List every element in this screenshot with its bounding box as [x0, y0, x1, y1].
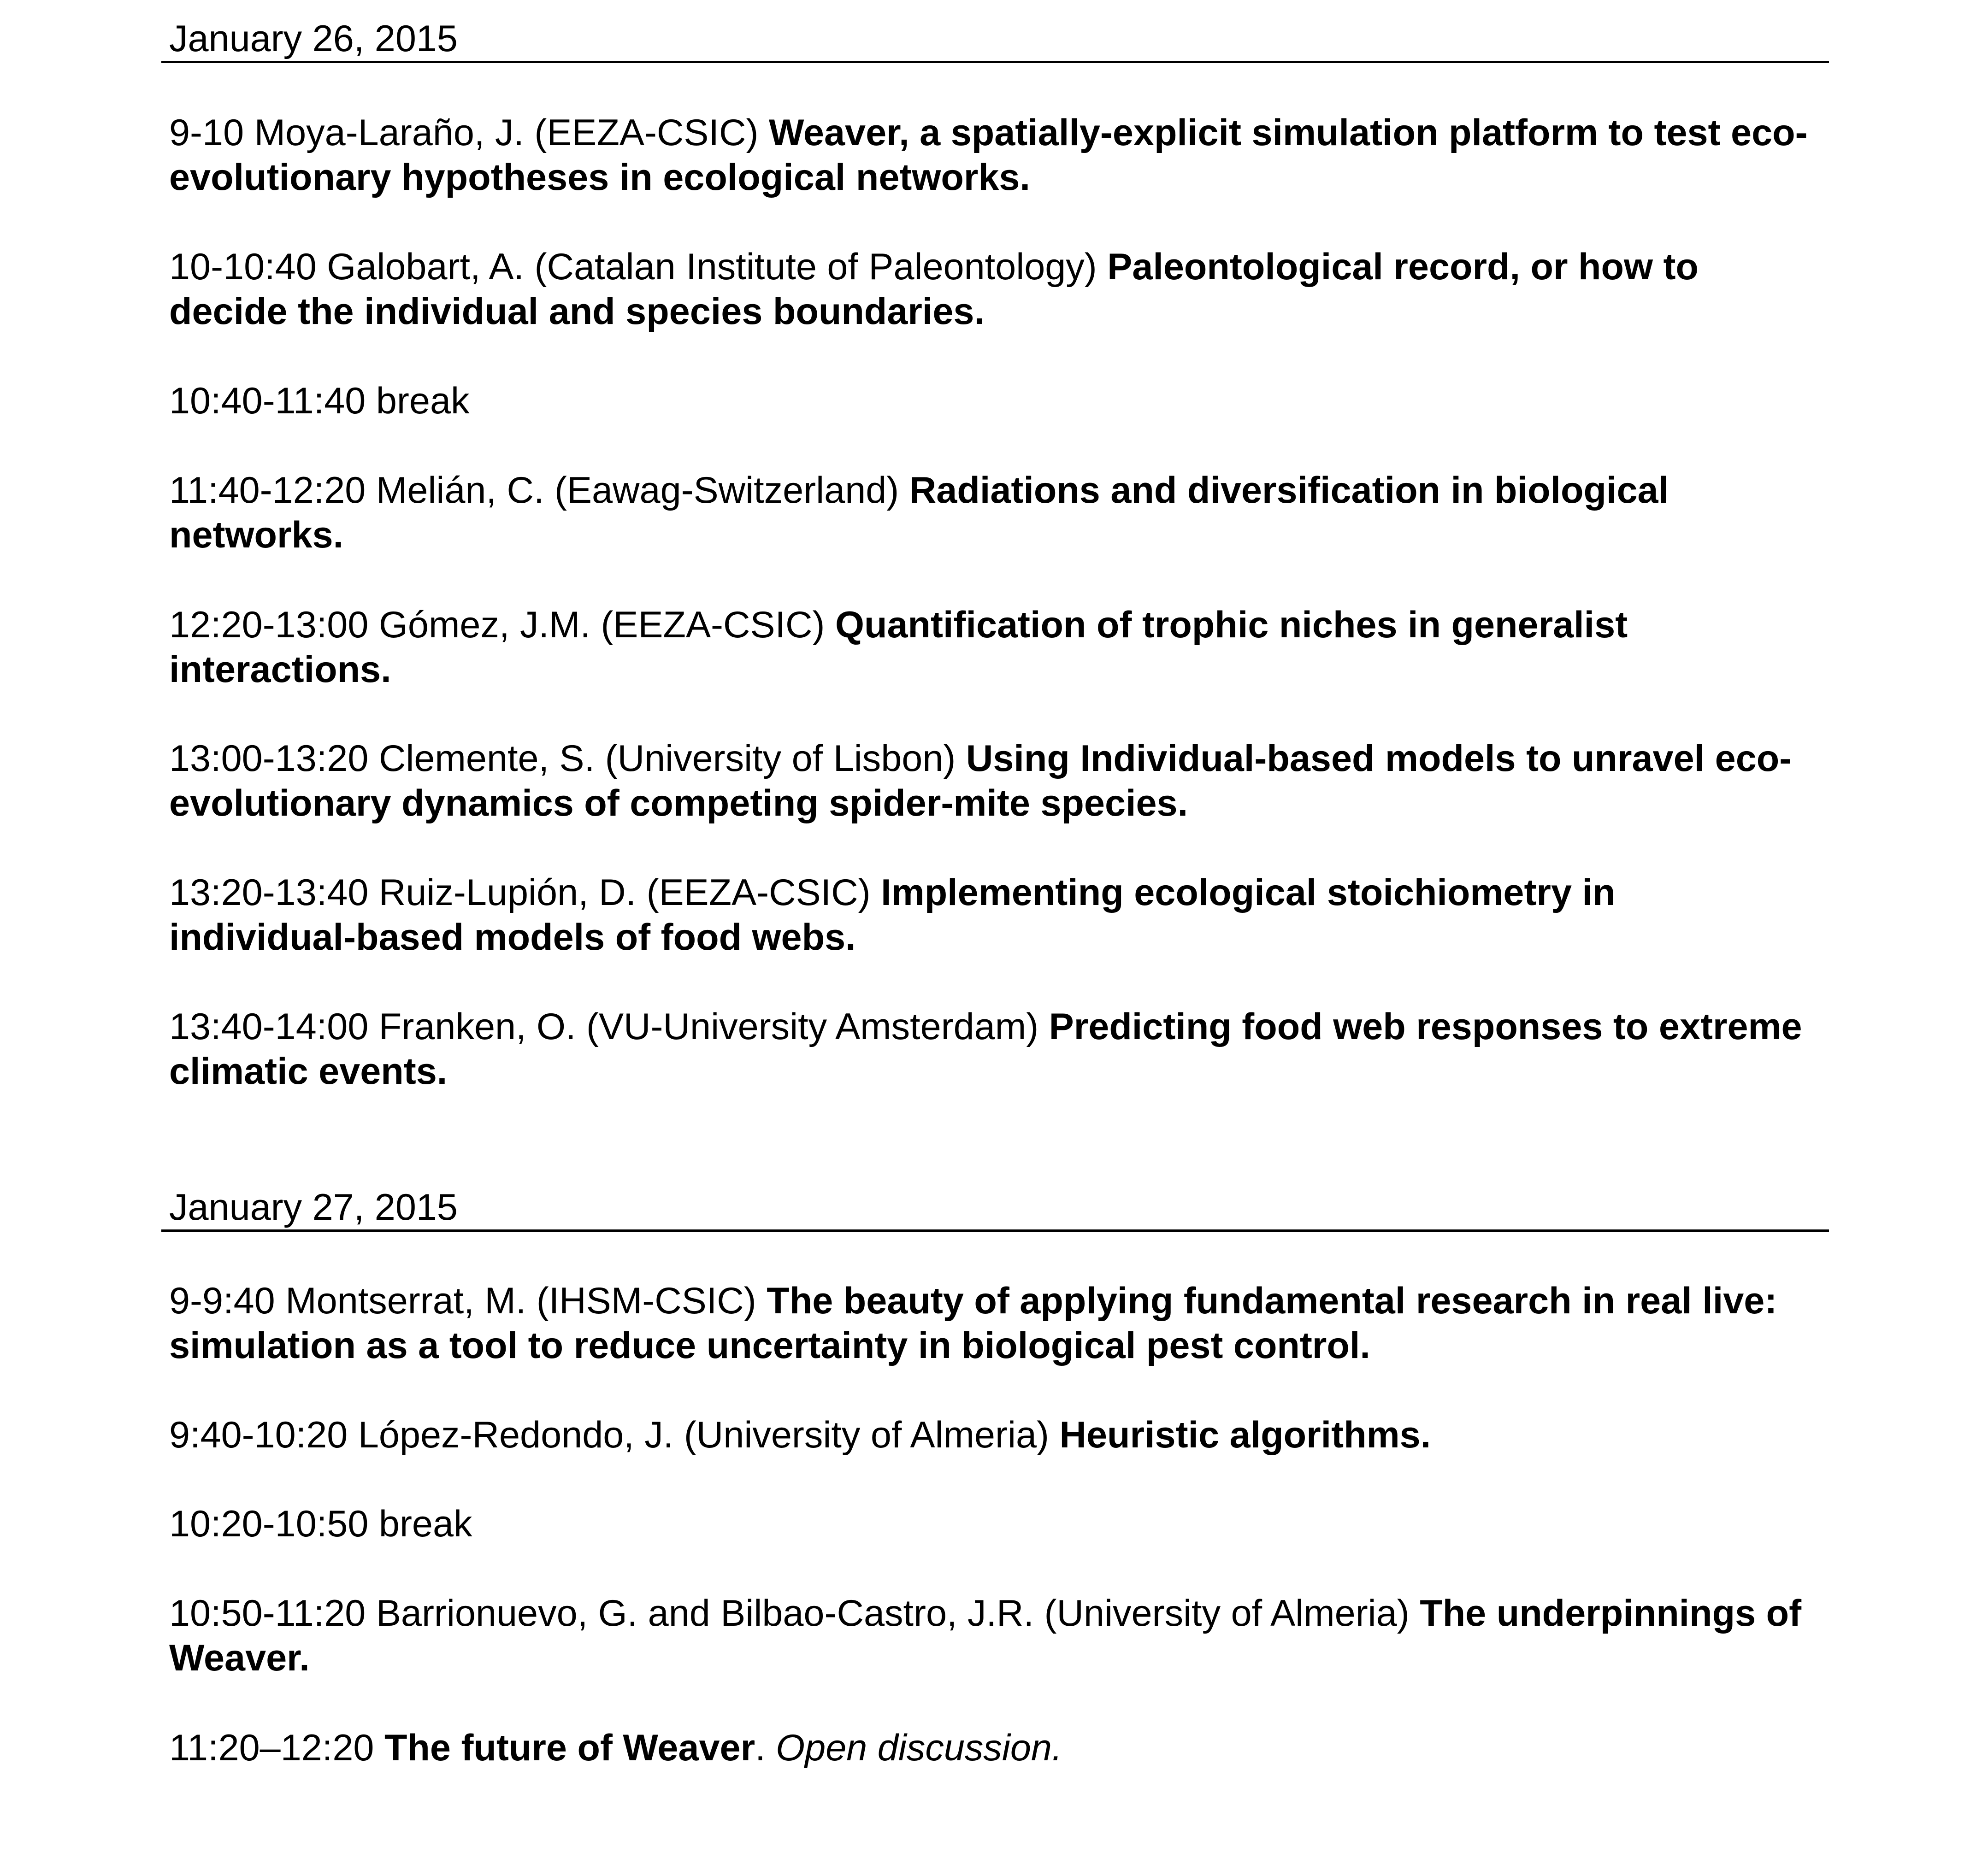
entry-time: 9:40-10:20 — [169, 1414, 348, 1456]
entry-title-suffix: . — [755, 1727, 766, 1769]
entry-speaker: Galobart, A. (Catalan Institute of Paleontology) — [327, 246, 1097, 288]
entry-speaker: Gómez, J.M. (EEZA-CSIC) — [378, 604, 825, 646]
entry-time: 10:40-11:40 — [169, 380, 366, 422]
entry-speaker: Barrionuevo, G. and Bilbao-Castro, J.R. (University of Almeria) — [376, 1593, 1410, 1634]
entry-title: Quantification of trophic niches in generalist interactions. — [169, 604, 1628, 690]
schedule-entry — [169, 379, 1810, 423]
day-date: January 27, 2015 — [169, 1187, 458, 1228]
entry-time: 10:50-11:20 — [169, 1593, 366, 1634]
entry-time: 11:40-12:20 — [169, 470, 366, 511]
day-date: January 26, 2015 — [169, 18, 458, 59]
entry-speaker: Montserrat, M. (IHSM-CSIC) — [285, 1280, 756, 1322]
entry-label: break — [376, 380, 470, 422]
entry-speaker: Moya-Laraño, J. (EEZA-CSIC) — [254, 112, 759, 153]
schedule-entry — [169, 736, 1810, 826]
entry-title: The underpinnings of Weaver. — [169, 1593, 1802, 1679]
entry-title: Using Individual-based models to unravel eco-evolutionary dynamics of competing spider-mite species. — [169, 738, 1792, 824]
entry-label: break — [378, 1503, 472, 1545]
entry-speaker: Clemente, S. (University of Lisbon) — [378, 738, 956, 779]
schedule-entry — [169, 1005, 1810, 1094]
entry-title: Predicting food web responses to extreme climatic events. — [169, 1006, 1802, 1092]
schedule-entry — [169, 245, 1810, 334]
entry-title: Weaver, a spatially-explicit simulation platform to test eco-evolutionary hypotheses in ecological networks. — [169, 112, 1808, 198]
entry-note: Open discussion. — [776, 1727, 1062, 1769]
schedule-entry — [169, 1726, 1810, 1770]
entry-time: 12:20-13:00 — [169, 604, 369, 646]
entry-time: 13:00-13:20 — [169, 738, 369, 779]
entry-time: 13:40-14:00 — [169, 1006, 369, 1047]
entry-title: Implementing ecological stoichiometry in individual-based models of food webs. — [169, 872, 1616, 958]
schedule-entry — [169, 1413, 1810, 1458]
day-header — [161, 17, 1829, 63]
schedule-entry — [169, 1279, 1810, 1368]
schedule-entry — [169, 468, 1810, 558]
entry-time: 10-10:40 — [169, 246, 317, 288]
schedule-entry — [169, 603, 1810, 692]
entry-title: Heuristic algorithms. — [1059, 1414, 1431, 1456]
entry-title: The future of Weaver — [384, 1727, 755, 1769]
entry-time: 10:20-10:50 — [169, 1503, 369, 1545]
entry-time: 9-10 — [169, 112, 244, 153]
entry-time: 13:20-13:40 — [169, 872, 369, 913]
entry-speaker: Melián, C. (Eawag-Switzerland) — [376, 470, 899, 511]
entry-time: 9-9:40 — [169, 1280, 275, 1322]
entry-title: Paleontological record, or how to decide the individual and species boundaries. — [169, 246, 1699, 332]
entry-speaker: Ruiz-Lupión, D. (EEZA-CSIC) — [378, 872, 871, 913]
schedule-entry — [169, 1502, 1810, 1546]
entry-speaker: Franken, O. (VU-University Amsterdam) — [378, 1006, 1039, 1047]
entry-title: Radiations and diversification in biological networks. — [169, 470, 1669, 556]
schedule-entry — [169, 870, 1810, 960]
entry-title: The beauty of applying fundamental research in real live: simulation as a tool to reduce uncertainty in biological pest control. — [169, 1280, 1777, 1366]
day-header — [161, 1185, 1829, 1232]
schedule-entry — [169, 111, 1810, 200]
entry-speaker: López-Redondo, J. (University of Almeria) — [358, 1414, 1049, 1456]
schedule-entry — [169, 1591, 1810, 1681]
entry-time: 11:20–12:20 — [169, 1727, 374, 1769]
